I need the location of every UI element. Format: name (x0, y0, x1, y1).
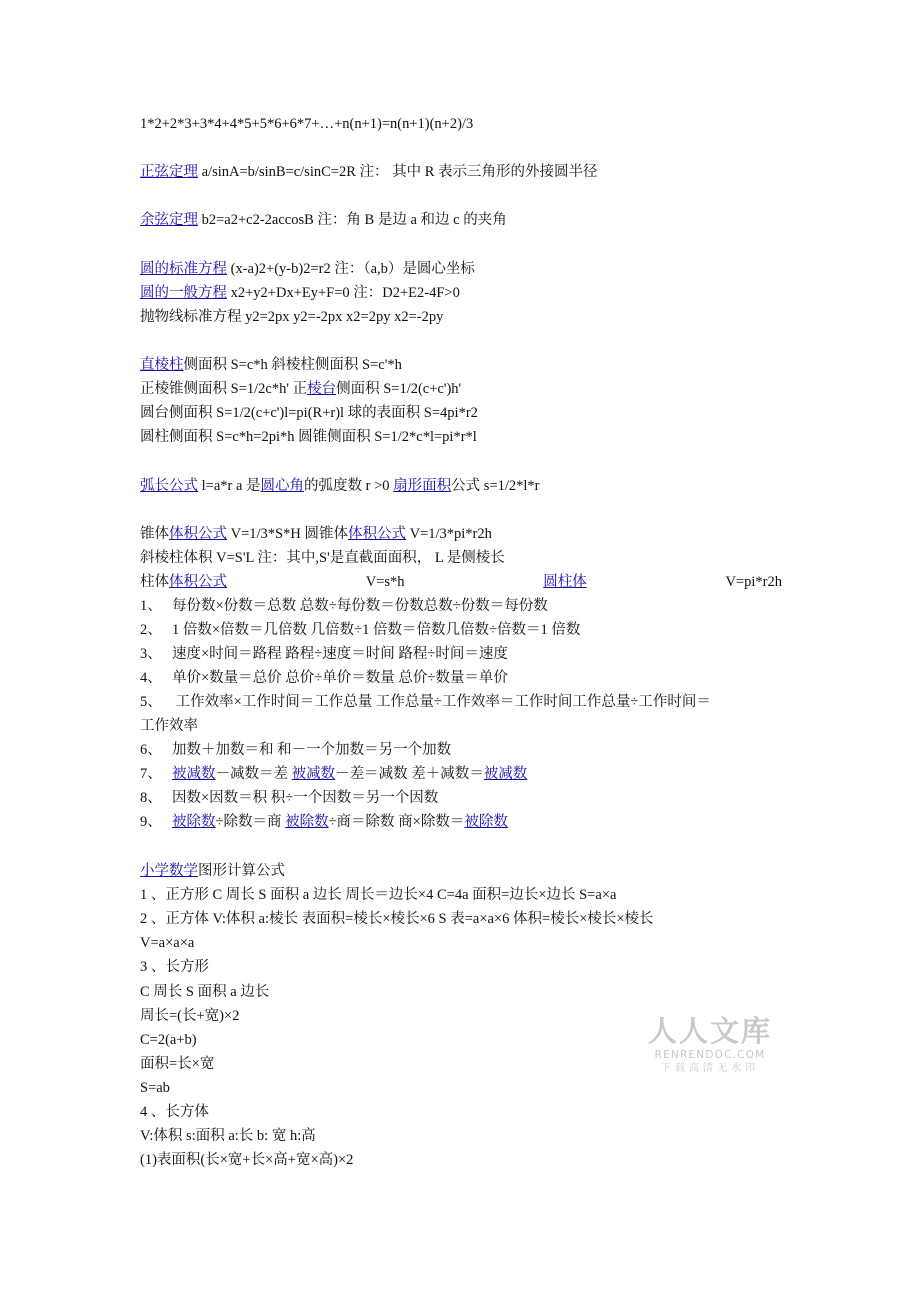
watermark-domain: RENRENDOC.COM (654, 1049, 766, 1061)
shape-rectangle-area (140, 1054, 214, 1074)
link-minuend[interactable]: 被减数 (483, 766, 528, 782)
pyramid-area-line (140, 379, 461, 399)
formula-text: 侧面积 S=c*h 斜棱柱侧面积 S=c'*h (183, 357, 402, 373)
watermark-title: 人人文库 (648, 1014, 773, 1048)
oblique-prism-line (140, 548, 505, 568)
list-item (140, 812, 508, 832)
formula-text: V=pi*r2h (725, 574, 782, 590)
formula-text: V=a×a×a (140, 935, 195, 951)
formula-text: 抛物线标准方程 y2=2px y2=-2px x2=2py x2=-2py (140, 309, 444, 325)
link-frustum[interactable]: 棱台 (307, 381, 337, 397)
shape-rectangle-perimeter (140, 1006, 239, 1026)
formula-text: 斜棱柱体积 V=S'L 注：其中,S'是直截面面积， L 是侧棱长 (140, 550, 505, 566)
formula-text: 的弧度数 r >0 (304, 478, 394, 494)
link-volume-formula[interactable]: 体积公式 (169, 574, 227, 590)
item-number: 7、 (140, 766, 162, 782)
list-item (140, 740, 451, 760)
item-text: 工作效率 (140, 718, 198, 734)
list-item (140, 788, 438, 808)
frustum-sphere-line (140, 403, 478, 423)
item-number: 3、 (140, 646, 162, 662)
link-minuend[interactable]: 被减数 (172, 766, 216, 782)
formula-text: 圆柱侧面积 S=c*h=2pi*h 圆锥侧面积 S=1/2*c*l=pi*r*l (140, 429, 477, 445)
list-item (140, 620, 580, 640)
list-item (140, 596, 548, 616)
formula-text: 面积=长×宽 (140, 1056, 215, 1072)
cylinder-cone-line (140, 427, 477, 447)
link-sector-area[interactable]: 扇形面积 (393, 478, 452, 494)
list-item-continuation (140, 716, 198, 736)
heading-text: 图形计算公式 (198, 863, 285, 879)
shape-cube-line (140, 909, 654, 929)
formula-text: V=s*h (365, 574, 405, 590)
formula-text: V=1/3*pi*r2h (405, 526, 492, 542)
item-text: 速度×时间＝路程 路程÷速度＝时间 路程÷时间＝速度 (172, 646, 508, 662)
item-text: ÷除数＝商 (215, 814, 286, 830)
shape-cuboid-surface (140, 1150, 353, 1170)
link-central-angle[interactable]: 圆心角 (260, 478, 305, 494)
item-text: 加数＋加数＝和 和－一个加数＝另一个加数 (172, 742, 452, 758)
item-number: 5、 (140, 694, 162, 710)
list-item (140, 692, 711, 712)
formula-text: 柱体 (140, 574, 169, 590)
shape-cuboid-heading (140, 1102, 209, 1122)
sine-law-line (140, 162, 598, 182)
item-text: 单价×数量＝总价 总价÷单价＝数量 总价÷数量＝单价 (172, 670, 508, 686)
formula-text: l=a*r a 是 (198, 478, 261, 494)
item-text: ÷商＝除数 商×除数＝ (328, 814, 465, 830)
shape-rectangle-perimeter-formula (140, 1030, 197, 1050)
link-right-prism[interactable]: 直棱柱 (140, 357, 184, 373)
formula-text: 圆台侧面积 S=1/2(c+c')l=pi(R+r)l 球的表面积 S=4pi*r2 (140, 405, 478, 421)
cosine-law-line (140, 210, 507, 230)
shape-rectangle-vars (140, 982, 269, 1002)
item-number: 8、 (140, 790, 162, 806)
formula-text: 正棱锥侧面积 S=1/2c*h' 正 (140, 381, 308, 397)
link-dividend[interactable]: 被除数 (172, 814, 216, 830)
link-dividend[interactable]: 被除数 (285, 814, 329, 830)
formula-text: V:体积 s:面积 a:长 b: 宽 h:高 (140, 1128, 316, 1144)
circle-general-line (140, 283, 460, 303)
formula-text: C=2(a+b) (140, 1032, 197, 1048)
item-text: －减数＝差 (215, 766, 292, 782)
item-number: 1、 (140, 598, 162, 614)
item-text: 因数×因数＝积 积÷一个因数＝另一个因数 (172, 790, 439, 806)
formula-text: S=ab (140, 1080, 170, 1096)
list-item (140, 668, 508, 688)
link-cylinder[interactable]: 圆柱体 (543, 574, 587, 590)
list-item (140, 644, 508, 664)
shape-cuboid-vars (140, 1126, 316, 1146)
item-text: 工作效率×工作时间＝工作总量 工作总量÷工作效率＝工作时间工作总量÷工作时间＝ (172, 694, 711, 710)
item-text: 1 倍数×倍数＝几倍数 几倍数÷1 倍数＝倍数几倍数÷倍数＝1 倍数 (172, 622, 581, 638)
shape-square-line (140, 885, 616, 905)
prism-area-line (140, 355, 402, 375)
formula-text: 周长=(长+宽)×2 (140, 1008, 240, 1024)
formula-text: a/sinA=b/sinB=c/sinC=2R 注： 其中 R 表示三角形的外接圆半径 (198, 164, 598, 180)
circle-standard-line (140, 259, 475, 279)
formula-text: 4 、长方体 (140, 1104, 209, 1120)
link-circle-standard[interactable]: 圆的标准方程 (140, 261, 227, 277)
item-number: 6、 (140, 742, 162, 758)
shape-rectangle-heading (140, 957, 209, 977)
formula-text: 锥体 (140, 526, 169, 542)
prism-volume-line (140, 572, 782, 592)
formula-text: x2+y2+Dx+Ey+F=0 注：D2+E2-4F>0 (227, 285, 460, 301)
link-primary-math[interactable]: 小学数学 (140, 863, 198, 879)
formula-text: b2=a2+c2-2accosB 注：角 B 是边 a 和边 c 的夹角 (198, 212, 507, 228)
formula-text: (1)表面积(长×宽+长×高+宽×高)×2 (140, 1152, 354, 1168)
formula-text: C 周长 S 面积 a 边长 (140, 984, 270, 1000)
formula-text: 3 、长方形 (140, 959, 209, 975)
watermark-slogan: 下载高清无水印 (661, 1063, 759, 1074)
link-arc-length[interactable]: 弧长公式 (140, 478, 198, 494)
formula-sum-series (140, 114, 473, 134)
formula-text: (x-a)2+(y-b)2=r2 注：（a,b）是圆心坐标 (227, 261, 475, 277)
formula-text: 公式 s=1/2*l*r (451, 478, 540, 494)
link-sine-law[interactable]: 正弦定理 (140, 164, 198, 180)
arc-length-line (140, 476, 540, 496)
section-heading (140, 861, 285, 881)
link-volume-formula[interactable]: 体积公式 (169, 526, 227, 542)
formula-text: 1 、正方形 C 周长 S 面积 a 边长 周长＝边长×4 C=4a 面积=边长×边长 S=a×a (140, 887, 617, 903)
cone-volume-line (140, 524, 492, 544)
list-item (140, 764, 527, 784)
shape-cube-volume (140, 933, 194, 953)
shape-rectangle-area-formula (140, 1078, 170, 1098)
link-dividend[interactable]: 被除数 (464, 814, 508, 830)
formula-text: 侧面积 S=1/2(c+c')h' (336, 381, 462, 397)
item-text: 每份数×份数＝总数 总数÷每份数＝份数总数÷份数＝每份数 (172, 598, 548, 614)
item-text: －差＝减数 差＋减数＝ (335, 766, 484, 782)
item-number: 4、 (140, 670, 162, 686)
parabola-line (140, 307, 443, 327)
watermark-logo (648, 1014, 772, 1076)
formula-text: 1*2+2*3+3*4+4*5+5*6+6*7+…+n(n+1)=n(n+1)(n+2)/3 (140, 116, 474, 132)
link-circle-general[interactable]: 圆的一般方程 (140, 285, 227, 301)
link-minuend[interactable]: 被减数 (291, 766, 336, 782)
item-number: 2、 (140, 622, 162, 638)
formula-text: 2 、正方体 V:体积 a:棱长 表面积=棱长×棱长×6 S 表=a×a×6 体积=棱长×棱长×棱长 (140, 911, 654, 927)
formula-text: V=1/3*S*H 圆锥体 (227, 526, 348, 542)
link-cosine-law[interactable]: 余弦定理 (140, 212, 198, 228)
link-volume-formula[interactable]: 体积公式 (347, 526, 406, 542)
item-number: 9、 (140, 814, 162, 830)
